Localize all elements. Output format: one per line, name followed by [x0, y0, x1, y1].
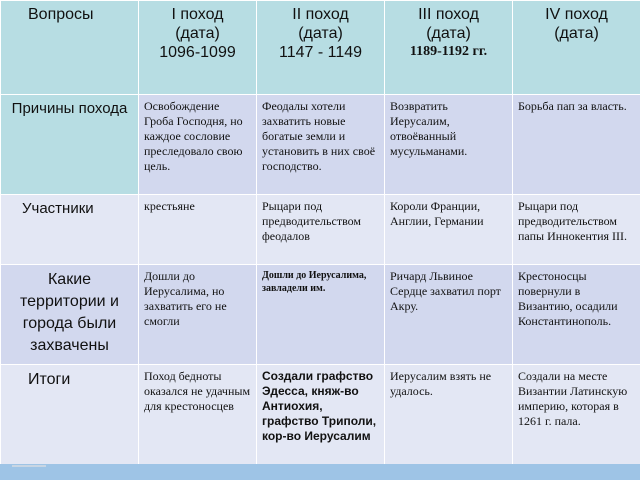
reasons-crusade-3	[385, 95, 513, 195]
reasons-crusade-1	[139, 95, 257, 195]
row-results-label: Итоги	[28, 371, 71, 388]
territories-crusade-1-text: Дошли до Иерусалима, но захватить его не смогли	[144, 269, 227, 328]
territories-crusade-3	[385, 265, 513, 365]
territories-crusade-2-text: Дошли до Иерусалима, завладели им.	[262, 270, 367, 294]
territories-crusade-3-text: Ричард Львиное Сердце захватил порт Акру.	[390, 269, 501, 313]
row-territories-label-cell	[1, 265, 139, 365]
header-crusade-4-title: IV поход	[545, 6, 608, 23]
header-corner	[1, 1, 139, 95]
results-crusade-4	[513, 365, 640, 465]
row-territories-label: Какие территории и города были захвачены	[20, 271, 119, 354]
header-crusade-3	[385, 1, 513, 95]
territories-crusade-2	[257, 265, 385, 365]
results-crusade-2-text: Создали графство Эдесса, княж-во Антиохия, графство Триполи, кор-во Иерусалим	[262, 369, 377, 443]
results-crusade-3-text: Иерусалим взять не удалось.	[390, 369, 492, 398]
reasons-crusade-2-text: Феодалы хотели захватить новые богатые земли и установить в них своё господство.	[262, 99, 376, 173]
header-crusade-4	[513, 1, 640, 95]
reasons-crusade-4-text: Борьба пап за власть.	[518, 99, 627, 113]
results-crusade-1	[139, 365, 257, 465]
header-crusade-2-sub: (дата)	[298, 25, 343, 42]
row-reasons-label: Причины похода	[11, 100, 128, 117]
header-crusade-1-title: I поход	[171, 6, 224, 23]
header-crusade-3-date: 1189-1192 гг.	[409, 44, 488, 59]
results-crusade-2	[257, 365, 385, 465]
participants-crusade-4	[513, 195, 640, 265]
participants-crusade-2-text: Рыцари под предводительством феодалов	[262, 199, 362, 243]
results-crusade-1-text: Поход бедноты оказался не удачным для крестоносцев	[144, 369, 251, 413]
row-reasons	[1, 95, 640, 195]
results-crusade-4-text: Создали на месте Византии Латинскую империю, которая в 1261 г. пала.	[518, 369, 628, 428]
header-crusade-2-title: II поход	[292, 6, 349, 23]
header-crusade-1-sub: (дата)	[175, 25, 220, 42]
participants-crusade-1-text: крестьяне	[144, 199, 195, 213]
header-crusade-3-sub: (дата)	[426, 25, 471, 42]
territories-crusade-1	[139, 265, 257, 365]
reasons-crusade-3-text: Возвратить Иерусалим, отвоёванный мусульманами.	[390, 99, 468, 158]
row-participants-label: Участники	[22, 200, 94, 217]
header-corner-label: Вопросы	[28, 6, 94, 23]
header-row	[1, 1, 640, 95]
results-crusade-3	[385, 365, 513, 465]
participants-crusade-3	[385, 195, 513, 265]
header-crusade-2	[257, 1, 385, 95]
participants-crusade-3-text: Короли Франции, Англии, Германии	[390, 199, 484, 228]
header-crusade-4-sub: (дата)	[554, 25, 599, 42]
participants-crusade-2	[257, 195, 385, 265]
participants-crusade-1	[139, 195, 257, 265]
header-crusade-2-date: 1147 - 1149	[278, 44, 363, 61]
row-participants-label-cell	[1, 195, 139, 265]
reasons-crusade-4	[513, 95, 640, 195]
slide-footer-band	[0, 464, 640, 480]
participants-crusade-4-text: Рыцари под предводительством папы Иннокентия III.	[518, 199, 628, 243]
header-crusade-3-title: III поход	[418, 6, 479, 23]
territories-crusade-4	[513, 265, 640, 365]
row-territories	[1, 265, 640, 365]
row-participants	[1, 195, 640, 265]
header-crusade-1	[139, 1, 257, 95]
reasons-crusade-1-text: Освобождение Гроба Господня, но каждое сословие преследовало свою цель.	[144, 99, 243, 173]
header-crusade-1-date: 1096-1099	[159, 44, 236, 61]
slide-footer-divider	[12, 465, 46, 467]
reasons-crusade-2	[257, 95, 385, 195]
territories-crusade-4-text: Крестоносцы повернули в Византию, осадили Константинополь.	[518, 269, 618, 328]
row-results-label-cell	[1, 365, 139, 465]
row-results	[1, 365, 640, 465]
row-reasons-label-cell	[1, 95, 139, 195]
